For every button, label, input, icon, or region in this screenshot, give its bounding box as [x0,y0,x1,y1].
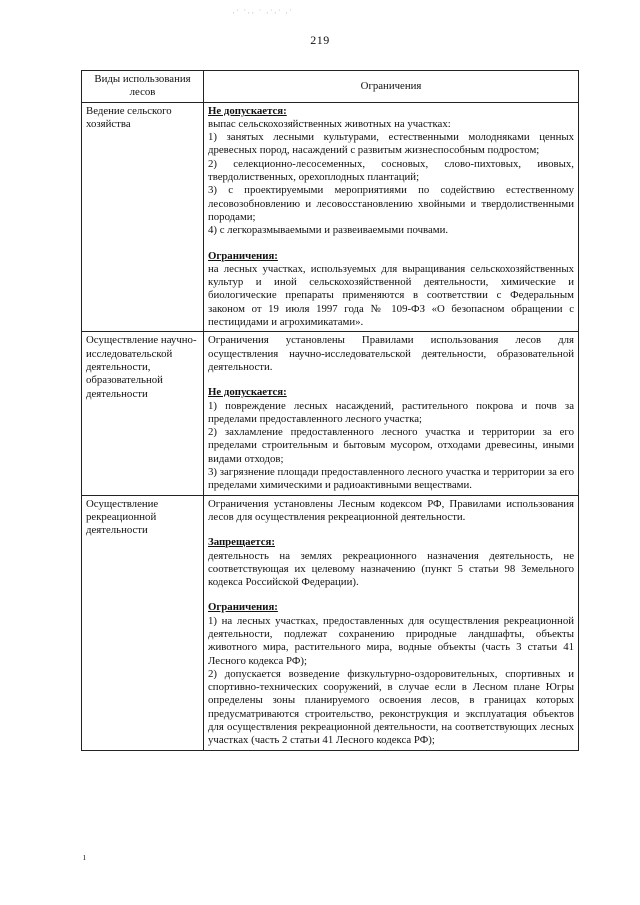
page-number: 219 [310,33,330,47]
use-type-cell: Осуществление рекреационной деятельности [82,495,204,750]
restriction-line: 1) занятых лесными культурами, естественными молодняками ценных древесных пород, насаждений с развитым жизнеспособным подростом; [208,131,574,157]
block-spacer [208,524,574,536]
restriction-line: 2) захламление предоставленного лесного участка и территории за его пределами строительным и бытовым мусором, отходами древесины, иными видами отходов; [208,426,574,465]
restriction-heading: Не допускается: [208,104,287,117]
column-header-restrictions: Ограничения [204,71,579,103]
restriction-line: 2) селекционно-лесосеменных, сосновых, слово-пихтовых, ивовых, твердолиственных, орехоплодных плантаций; [208,157,574,184]
restriction-heading: Ограничения: [208,601,278,614]
restriction-heading: Запрещается: [208,536,275,549]
block-spacer [208,374,574,386]
margin-mark: ı [83,852,86,863]
restriction-line: Ограничения установлены Лесным кодексом РФ, Правилами использования лесов для осуществления рекреационной деятельности. [208,497,574,523]
block-spacer [208,238,574,250]
table-header-row [82,71,579,103]
restrictions-cell [204,495,579,750]
restriction-line: 3) загрязнение площади предоставленного лесного участка и территории за его пределами химическими и радиоактивными веществами. [208,466,574,492]
restriction-line: 1) повреждение лесных насаждений, растительного покрова и почв за пределами предоставленного лесного участка; [208,399,574,425]
restriction-line: деятельность на землях рекреационного назначения деятельность, не соответствующая их целевому назначению (пункт 5 статьи 98 Земельного кодекса Российской Федерации). [208,549,574,589]
restrictions-table [81,70,579,751]
table-row [82,332,579,495]
use-type-cell: Ведение сельского хозяйства [82,102,204,332]
restriction-heading: Не допускается: [208,386,287,399]
restriction-heading: Ограничения: [208,249,278,262]
table-row [82,102,579,332]
restrictions-cell [204,332,579,495]
restriction-line: выпас сельскохозяйственных животных на участках: [208,117,451,130]
restrictions-cell [204,102,579,332]
table-row [82,495,579,750]
restriction-line: 1) на лесных участках, предоставленных для осуществления рекреационной деятельности, подлежат сохранению природные ландшафты, объекты животного мира, растительного мира, водные объекты (часть 3 статьи 41 Лесного кодекса РФ); [208,614,574,667]
block-spacer [208,589,574,601]
use-type-cell: Осуществление научно-исследовательской деятельности, образовательной деятельности [82,332,204,495]
restriction-line: 2) допускается возведение физкультурно-оздоровительных, спортивных и спортивно-технических сооружений, в случае если в Лесном плане Югры определены зоны планируемого освоения лесов, в границах которых предусматриваются строительство, реконструкция и эксплуатация объектов для осуществления рекреационной деятельности, на соответствующих лесных участках (часть 2 статьи 41 Лесного кодекса РФ); [208,667,574,747]
scan-noise: ·˙ ˙·· ˙ ·˙·˙ ·˙ [232,8,293,18]
restriction-line: 3) с проектируемыми мероприятиями по содействию естественному лесовозобновлению и лесовосстановлению хвойными и твердолиственными породами; [208,184,574,223]
restriction-line: 4) с легкоразмываемыми и развеиваемыми почвами. [208,224,449,237]
restriction-line: Ограничения установлены Правилами использования лесов для осуществления научно-исследовательской деятельности, образовательной деятельности. [208,334,574,373]
restriction-line: на лесных участках, используемых для выращивания сельскохозяйственных культур и иной сельскохозяйственной деятельности, химические и биологические препараты применяются в соответствии с Федеральным законом от 19 июля 1997 года № 109-ФЗ «О безопасном обращении с пестицидами и агрохимикатами». [208,262,574,329]
column-header-use-types: Виды использования лесов [82,71,204,103]
